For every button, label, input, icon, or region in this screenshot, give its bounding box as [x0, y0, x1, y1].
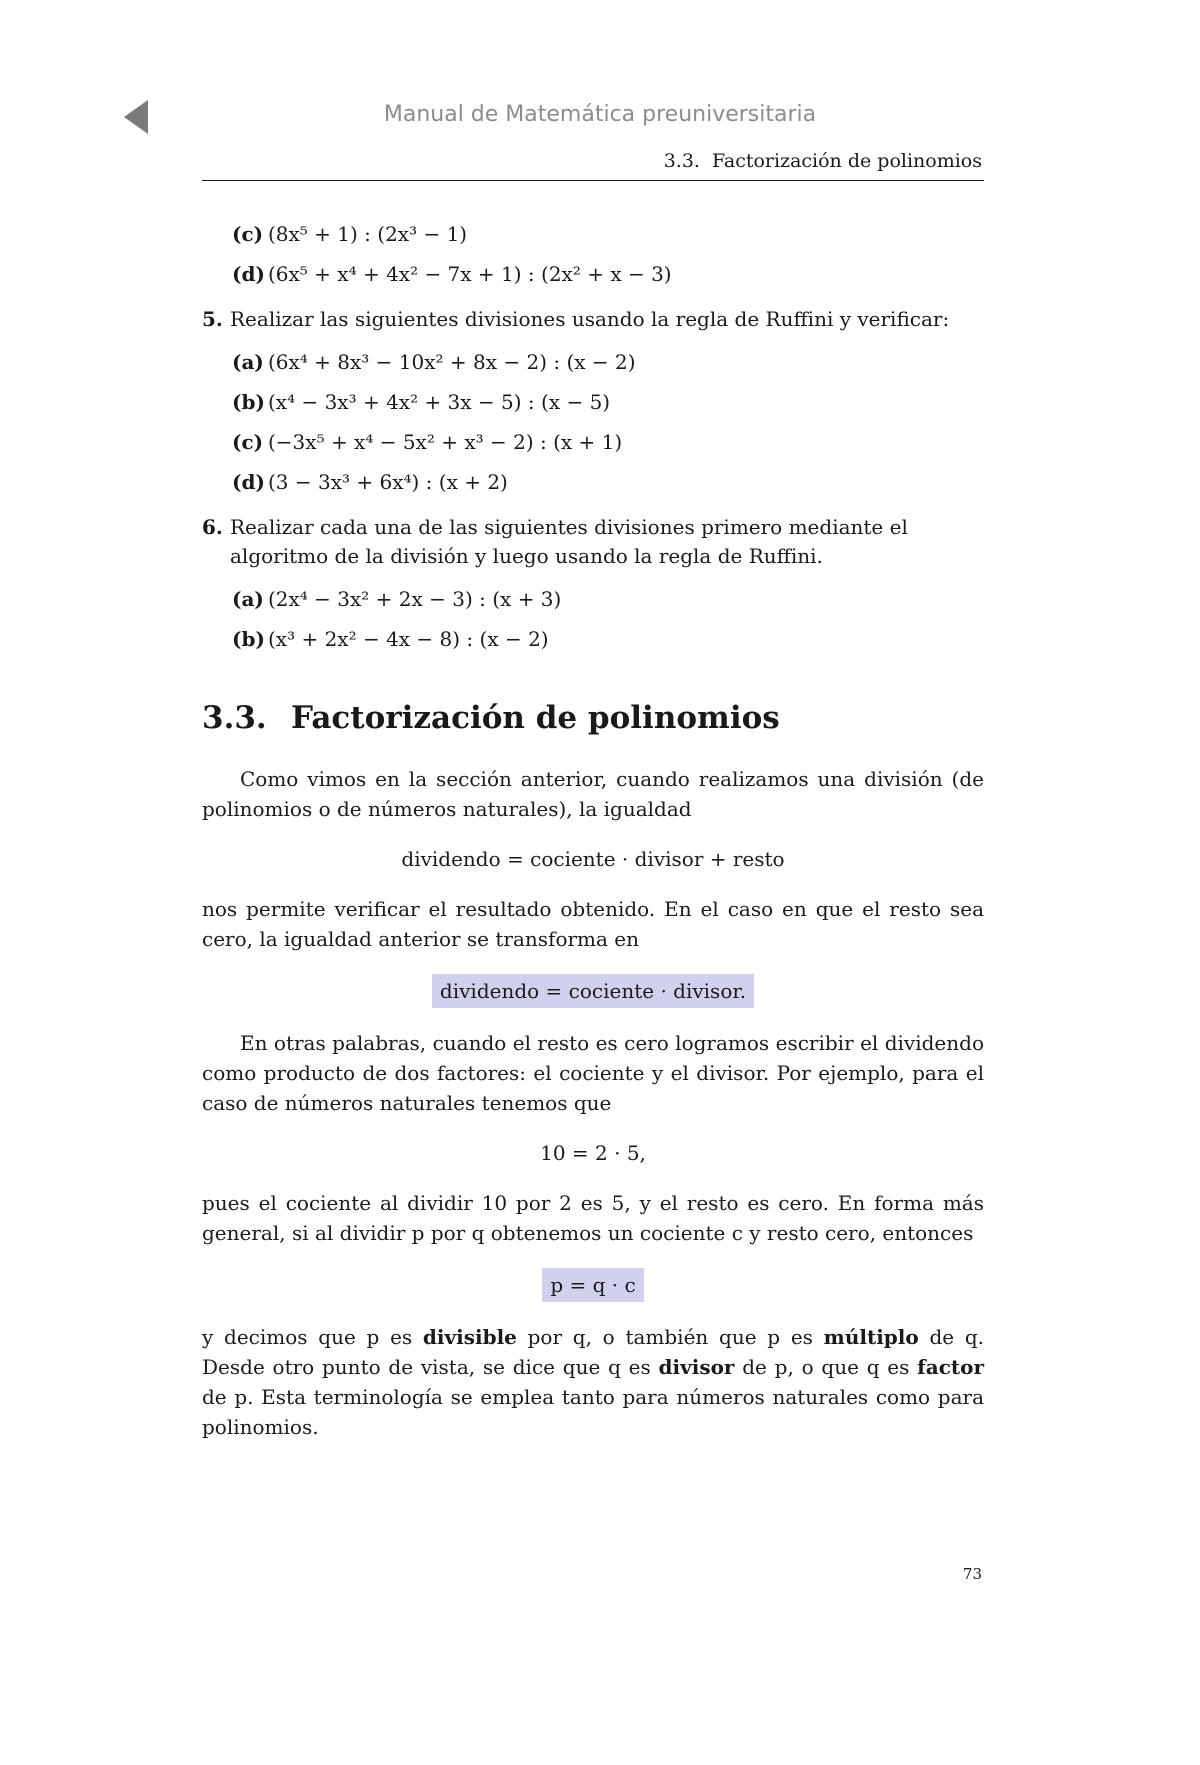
- exercise-number: 5.: [202, 307, 223, 331]
- item-expression: (2x⁴ − 3x² + 2x − 3) : (x + 3): [268, 587, 562, 611]
- exercise-6: [202, 513, 984, 571]
- running-head-number: 3.3.: [663, 150, 700, 172]
- running-head-title: Factorización de polinomios: [711, 150, 982, 172]
- paragraph: Como vimos en la sección anterior, cuando realizamos una división (de polinomios o de números naturales), la igualdad: [202, 767, 984, 821]
- exercise-item: [202, 468, 984, 497]
- item-label: (a): [232, 587, 264, 611]
- item-label: (d): [232, 262, 265, 286]
- display-equation: [202, 1138, 984, 1168]
- term-divisible: divisible: [422, 1325, 517, 1349]
- highlighted-equation: dividendo = cociente · divisor.: [432, 974, 754, 1008]
- page-content: [202, 220, 984, 1442]
- exercise-item: [202, 348, 984, 377]
- item-expression: (−3x⁵ + x⁴ − 5x² + x³ − 2) : (x + 1): [268, 430, 623, 454]
- equation-text: 10 = 2 · 5,: [540, 1141, 646, 1165]
- exercise-item: [202, 260, 984, 289]
- exercise-text: Realizar cada una de las siguientes divisiones primero mediante el algoritmo de la división y luego usando la regla de Ruffini.: [230, 515, 908, 568]
- exercise-number: 6.: [202, 515, 223, 539]
- text-run: de q. Desde otro punto de vista, se dice que q es: [202, 1325, 985, 1379]
- highlighted-equation: p = q · c: [542, 1268, 643, 1302]
- item-expression: (6x⁵ + x⁴ + 4x² − 7x + 1) : (2x² + x − 3): [268, 262, 672, 286]
- item-expression: (x³ + 2x² − 4x − 8) : (x − 2): [268, 627, 549, 651]
- term-divisor: divisor: [658, 1355, 735, 1379]
- back-arrow-icon[interactable]: [124, 100, 148, 134]
- equation-text: dividendo = cociente · divisor + resto: [401, 847, 785, 871]
- text-run: de p, o que q es: [734, 1355, 918, 1379]
- running-head: [664, 150, 982, 172]
- item-label: (b): [232, 627, 265, 651]
- paragraph: nos permite verificar el resultado obtenido. En el caso en que el resto sea cero, la igualdad anterior se transforma en: [202, 897, 984, 951]
- exercise-item: [202, 585, 984, 614]
- text-run: y decimos que p es: [202, 1325, 423, 1349]
- item-expression: (8x⁵ + 1) : (2x³ − 1): [268, 222, 468, 246]
- header-rule: [202, 180, 984, 181]
- exercise-item: [202, 220, 984, 249]
- item-label: (a): [232, 350, 264, 374]
- display-equation-highlighted: [202, 1268, 984, 1302]
- item-label: (c): [232, 430, 264, 454]
- section-number: 3.3.: [202, 700, 267, 736]
- item-expression: (6x⁴ + 8x³ − 10x² + 8x − 2) : (x − 2): [268, 350, 636, 374]
- section-title: Factorización de polinomios: [291, 700, 780, 736]
- paragraph: pues el cociente al dividir 10 por 2 es 5, y el resto es cero. En forma más general, si al dividir p por q obtenemos un cociente c y resto cero, entonces: [202, 1191, 984, 1245]
- exercise-text: Realizar las siguientes divisiones usando la regla de Ruffini y verificar:: [230, 307, 950, 331]
- exercise-item: [202, 428, 984, 457]
- exercise-item: [202, 625, 984, 654]
- item-label: (c): [232, 222, 264, 246]
- display-equation-highlighted: [202, 974, 984, 1008]
- manual-title: Manual de Matemática preuniversitaria: [383, 102, 817, 127]
- item-label: (b): [232, 390, 265, 414]
- item-expression: (3 − 3x³ + 6x⁴) : (x + 2): [268, 470, 508, 494]
- page-number: 73: [962, 1565, 982, 1583]
- paragraph-definitions: [202, 1322, 984, 1442]
- paragraph: En otras palabras, cuando el resto es cero logramos escribir el dividendo como producto de dos factores: el cociente y el divisor. Por ejemplo, para el caso de números naturales tenemos que: [202, 1031, 984, 1115]
- section-heading: [202, 698, 984, 738]
- exercise-5: [202, 305, 984, 334]
- text-run: por q, o también que p es: [516, 1325, 824, 1349]
- display-equation: [202, 844, 984, 874]
- term-factor: factor: [917, 1355, 985, 1379]
- exercise-item: [202, 388, 984, 417]
- term-multiplo: múltiplo: [823, 1325, 919, 1349]
- item-expression: (x⁴ − 3x³ + 4x² + 3x − 5) : (x − 5): [268, 390, 611, 414]
- item-label: (d): [232, 470, 265, 494]
- text-run: de p. Esta terminología se emplea tanto para números naturales como para polinomios.: [202, 1385, 984, 1439]
